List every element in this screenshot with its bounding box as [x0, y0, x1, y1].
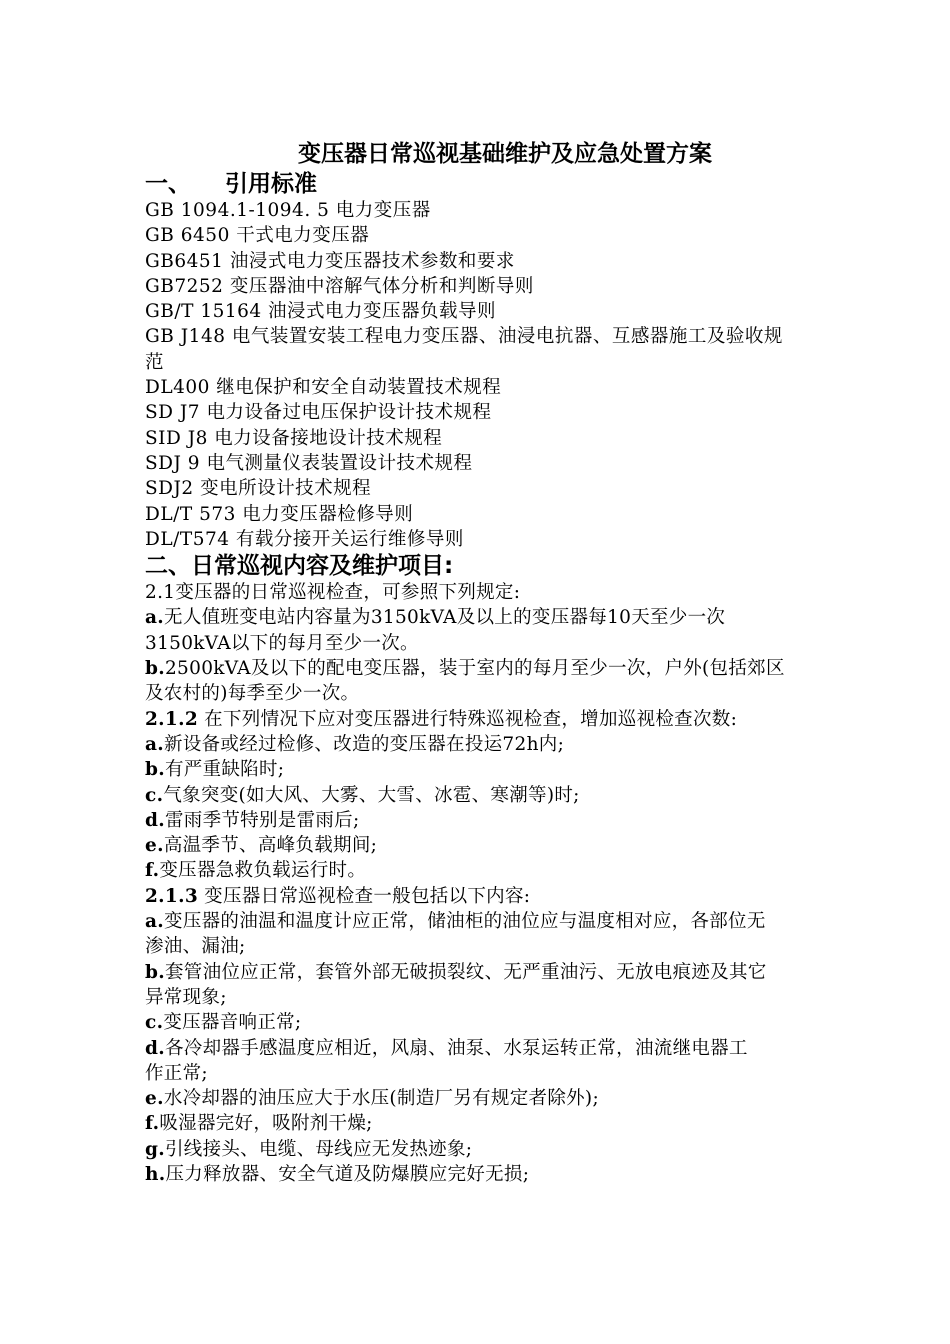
standard-line: DL400 继电保护和安全自动装置技术规程	[145, 377, 502, 399]
standard-line: DL/T 573 电力变压器检修导则	[145, 503, 414, 525]
standard-line: DL/T574 有载分接开关运行维修导则	[145, 528, 464, 550]
item-text: 变压器急救负载运行时。	[159, 860, 367, 882]
paragraph-line	[145, 858, 880, 883]
paragraph-line	[145, 757, 880, 782]
item-text: 水冷却器的油压应大于水压(制造厂另有规定者除外);	[163, 1088, 599, 1110]
section-heading-references	[145, 170, 880, 198]
item-label: 2.1.2	[145, 708, 198, 730]
paragraph-line	[145, 1010, 880, 1035]
item-text: 变压器的油温和温度计应正常，储油柜的油位应与温度相对应，各部位无	[164, 911, 766, 933]
standard-line: SD J7 电力设备过电压保护设计技术规程	[145, 402, 492, 424]
item-label: d.	[145, 809, 165, 831]
document-title: 变压器日常巡视基础维护及应急处置方案	[298, 141, 712, 167]
paragraph-line	[145, 656, 880, 681]
item-label: a.	[145, 607, 165, 629]
item-label: e.	[145, 1088, 164, 1110]
item-text: 气象突变(如大风、大雾、大雪、冰雹、寒潮等)时;	[163, 784, 580, 806]
item-text: 新设备或经过检修、改造的变压器在投运72h内;	[164, 733, 565, 755]
item-text: 引线接头、电缆、母线应无发热迹象;	[164, 1138, 473, 1160]
item-text: 变压器音响正常;	[163, 1012, 302, 1034]
paragraph-line	[145, 934, 880, 959]
standard-line: GB7252 变压器油中溶解气体分析和判断导则	[145, 275, 534, 297]
paragraph-line	[145, 909, 880, 934]
document-page	[145, 138, 880, 1187]
item-text: 有严重缺陷时;	[164, 759, 285, 781]
standard-line: GB J148 电气装置安装工程电力变压器、油浸电抗器、互感器施工及验收规	[145, 326, 783, 348]
item-label: b.	[145, 658, 165, 680]
standard-line: SDJ2 变电所设计技术规程	[145, 478, 372, 500]
item-label: f.	[145, 1113, 160, 1135]
paragraph-line	[145, 783, 880, 808]
item-text: 渗油、漏油;	[145, 936, 246, 958]
paragraph-line	[145, 681, 880, 706]
item-label: a.	[145, 733, 165, 755]
item-text: 套管油位应正常，套管外部无破损裂纹、无严重油污、无放电痕迹及其它	[164, 961, 767, 983]
item-text: 及农村的)每季至少一次。	[145, 683, 360, 705]
standard-line: 范	[145, 351, 165, 373]
item-text: 各冷却器手感温度应相近，风扇、油泵、水泵运转正常，油流继电器工	[164, 1037, 748, 1059]
paragraph-line	[145, 1061, 880, 1086]
item-text: 无人值班变电站内容量为3150kVA及以上的变压器每10天至少一次	[164, 607, 726, 629]
section-number: 一、	[145, 171, 191, 197]
item-label: g.	[145, 1138, 165, 1160]
paragraph-line	[145, 1162, 880, 1187]
item-label: c.	[145, 1012, 164, 1034]
paragraph-line	[145, 1111, 880, 1136]
paragraph-line	[145, 605, 880, 630]
standards-list	[145, 198, 880, 552]
item-label: 2.1.3	[145, 885, 198, 907]
paragraph-line	[145, 732, 880, 757]
paragraph-line	[145, 960, 880, 985]
paragraph-line	[145, 707, 880, 732]
item-text: 吸湿器完好，吸附剂干燥;	[159, 1113, 373, 1135]
paragraph-line	[145, 631, 880, 656]
item-label: b.	[145, 961, 165, 983]
item-text: 2500kVA及以下的配电变压器，装于室内的每月至少一次，户外(包括郊区	[164, 658, 785, 680]
paragraph-line	[145, 833, 880, 858]
item-text: 高温季节、高峰负载期间;	[163, 835, 378, 857]
item-text: 压力释放器、安全气道及防爆膜应完好无损;	[165, 1163, 530, 1185]
paragraph-line	[145, 580, 880, 605]
item-label: e.	[145, 835, 164, 857]
standard-line: GB6451 油浸式电力变压器技术参数和要求	[145, 250, 515, 272]
section-title: 引用标准	[225, 171, 317, 197]
item-text: 异常现象;	[145, 986, 227, 1008]
standard-line: GB 1094.1-1094. 5 电力变压器	[145, 200, 431, 221]
paragraph-line	[145, 1086, 880, 1111]
item-text: 作正常;	[145, 1062, 208, 1084]
standard-line: GB 6450 干式电力变压器	[145, 225, 370, 247]
item-label: h.	[145, 1163, 166, 1185]
inspection-content	[145, 580, 880, 1187]
item-text: 3150kVA以下的每月至少一次。	[145, 632, 419, 654]
paragraph-line	[145, 1036, 880, 1061]
item-text: 雷雨季节特别是雷雨后;	[164, 809, 360, 831]
item-text: 在下列情况下应对变压器进行特殊巡视检查，增加巡视检查次数:	[198, 708, 738, 730]
section-heading-inspection: 二、日常巡视内容及维护项目:	[145, 553, 454, 580]
paragraph-line	[145, 985, 880, 1010]
item-label: a.	[145, 911, 165, 933]
standard-line: SID J8 电力设备接地设计技术规程	[145, 427, 443, 449]
item-label: d.	[145, 1037, 165, 1059]
standard-line: GB/T 15164 油浸式电力变压器负载导则	[145, 301, 497, 323]
item-text: 2.1变压器的日常巡视检查，可参照下列规定:	[145, 582, 521, 604]
paragraph-line	[145, 1137, 880, 1162]
item-label: c.	[145, 784, 164, 806]
paragraph-line	[145, 808, 880, 833]
item-label: f.	[145, 860, 160, 882]
paragraph-line	[145, 884, 880, 909]
item-text: 变压器日常巡视检查一般包括以下内容:	[198, 885, 531, 907]
standard-line: SDJ 9 电气测量仪表装置设计技术规程	[145, 452, 473, 474]
item-label: b.	[145, 759, 165, 781]
